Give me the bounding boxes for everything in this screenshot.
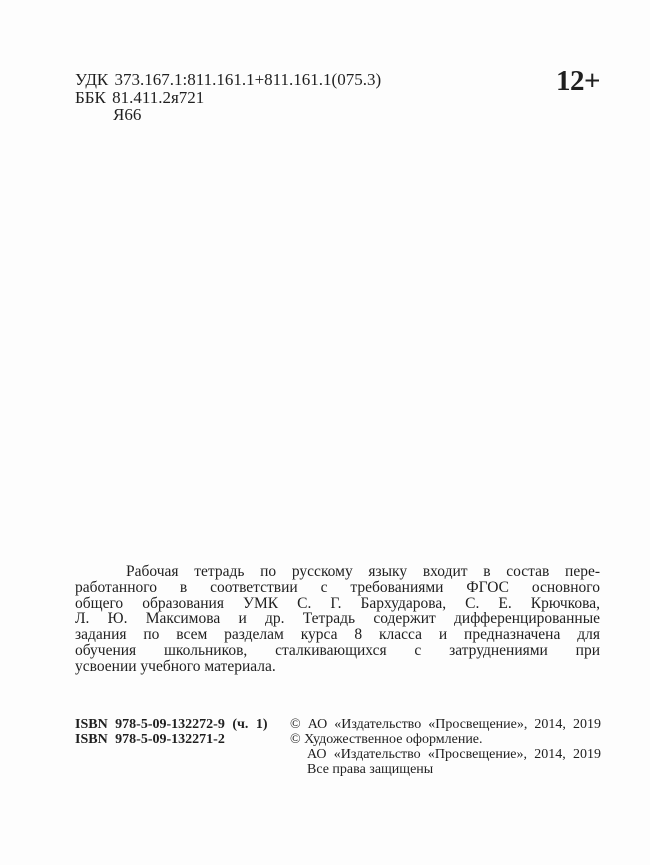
annotation-line: общего образования УМК С. Г. Бархударова, С. Е. Крючкова, <box>75 594 600 612</box>
bibliographic-block <box>75 71 381 124</box>
copyright-line: АО «Издательство «Просвещение», 2014, 2019 <box>307 747 601 762</box>
copyright-line: © Художественное оформление. <box>290 732 483 747</box>
annotation-line: работанного в соответствии с требованиями ФГОС основного <box>75 578 600 596</box>
copyright-line: Все права защищены <box>307 762 434 777</box>
annotation-paragraph <box>75 564 600 675</box>
bbk-code: ББК 81.411.2я721 <box>75 87 205 107</box>
annotation-line: усвоении учебного материала. <box>75 657 276 675</box>
age-rating-badge: 12+ <box>555 65 600 97</box>
annotation-line: Л. Ю. Максимова и др. Тетрадь содержит дифференцированные <box>75 610 600 628</box>
annotation-line: обучения школьников, сталкивающихся с затруднениями при <box>75 641 600 659</box>
isbn-block <box>75 717 268 747</box>
isbn-line: ISBN 978-5-09-132271-2 <box>75 732 225 747</box>
isbn-line: ISBN 978-5-09-132272-9 (ч. 1) <box>75 717 268 732</box>
copyright-line: © АО «Издательство «Просвещение», 2014, 2019 <box>290 717 601 732</box>
annotation-line: задания по всем разделам курса 8 класса и предназначена для <box>75 626 600 644</box>
annotation-line: Рабочая тетрадь по русскому языку входит в состав пере- <box>126 563 600 580</box>
copyright-block <box>290 717 601 777</box>
author-sign-code: Я66 <box>113 105 142 124</box>
udk-code: УДК 373.167.1:811.161.1+811.161.1(075.3) <box>75 70 382 89</box>
